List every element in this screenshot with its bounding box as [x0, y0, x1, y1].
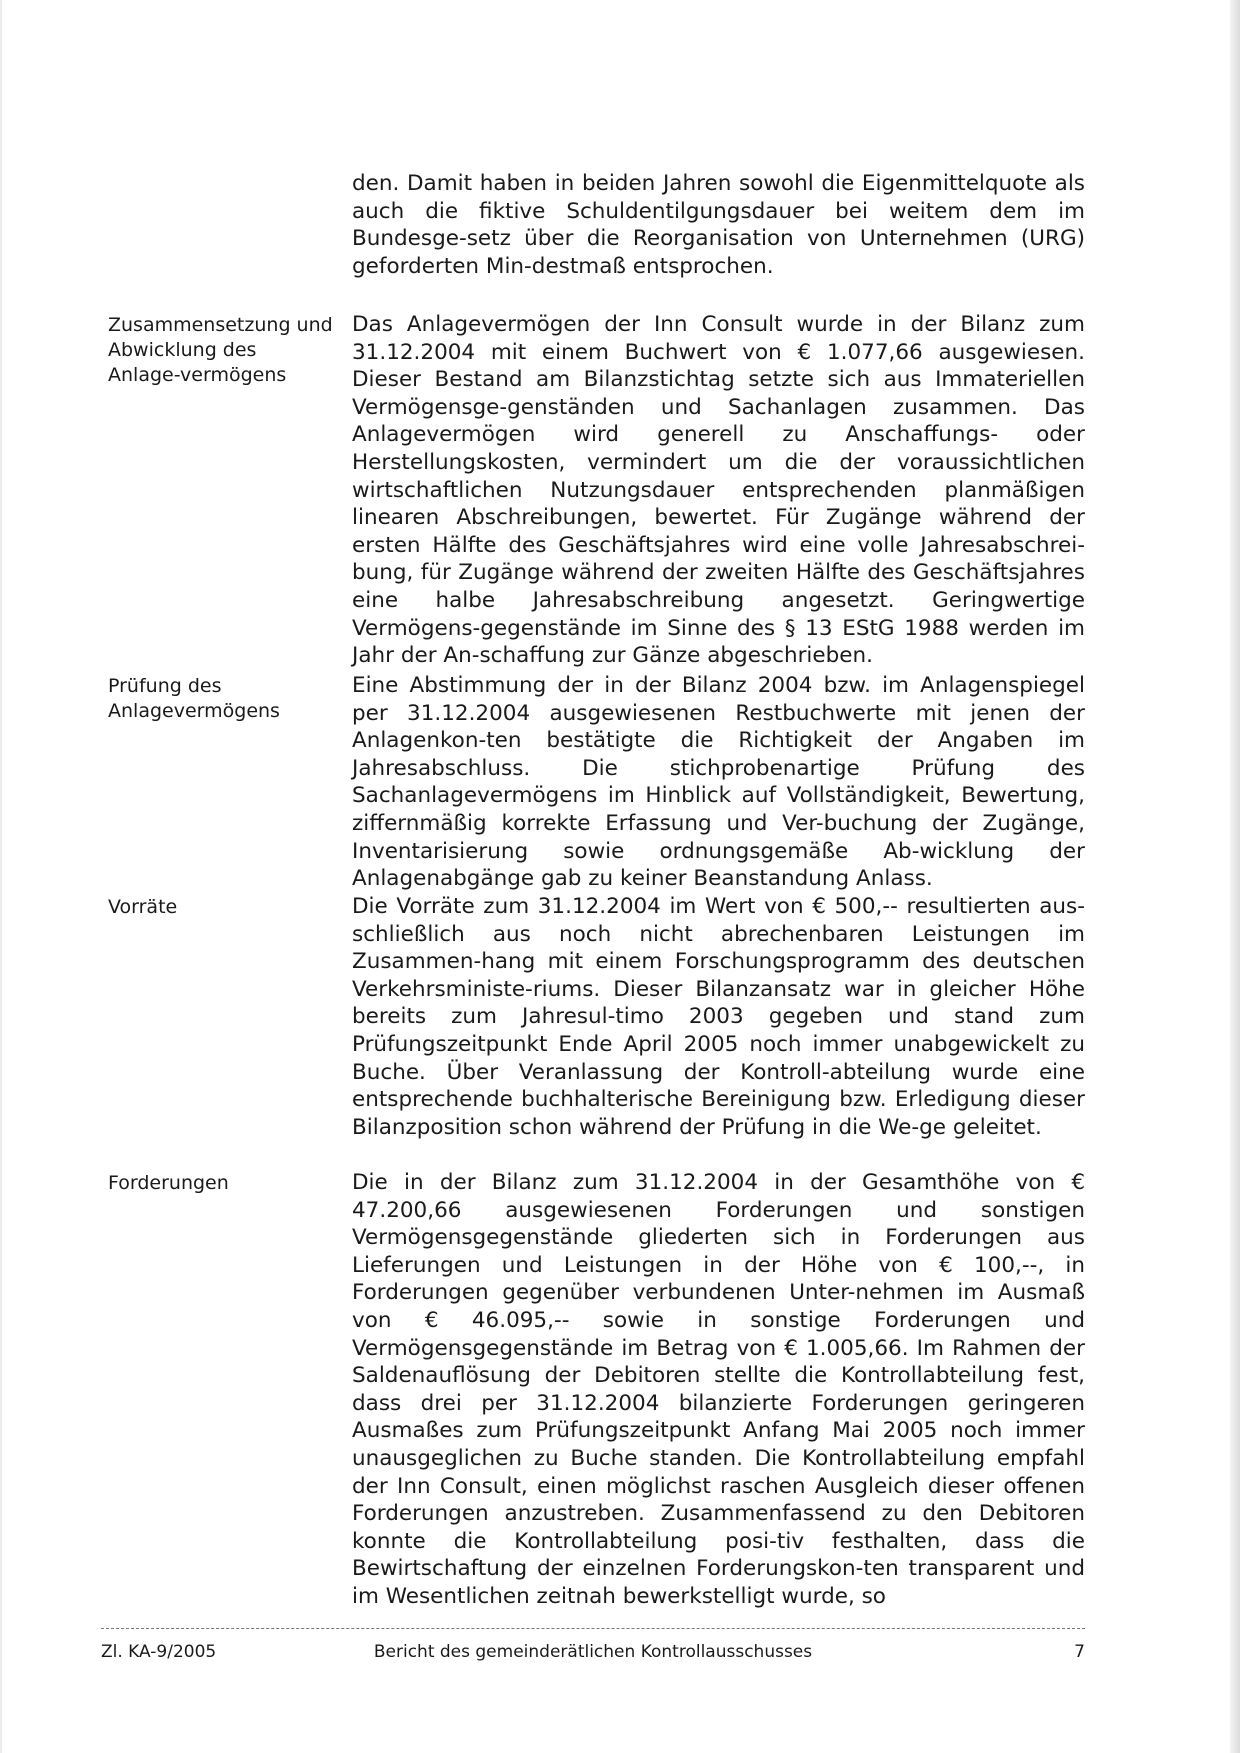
footer-report-title: Bericht des gemeinderätlichen Kontrollausschusses [373, 1642, 813, 1662]
scan-edge-left [0, 0, 2, 1753]
paragraph-intro-continuation: den. Damit haben in beiden Jahren sowohl die Eigenmittelquote als auch die fiktive Schuldentilgungsdauer bei weitem dem im Bundesge-setz über die Reorganisation von Unternehmen (URG) geforderten Min-destmaß entsprochen. [352, 171, 1085, 279]
page-footer [101, 1640, 1085, 1664]
scan-edge-right [1230, 0, 1240, 1753]
paragraph-vorraete: Die Vorräte zum 31.12.2004 im Wert von € 500,-- resultierten aus-schließlich aus noch nicht abrechenbaren Leistungen im Zusammen-hang mit einem Forschungsprogramm des deutschen Verkehrsministe-riums. Dieser Bilanzansatz war in gleicher Höhe bereits zum Jahresul-timo 2003 gegeben und stand zum Prüfungszeitpunkt Ende April 2005 noch immer unabgewickelt zu Buche. Über Veranlassung der Kontroll-abteilung wurde eine entsprechende buchhalterische Bereinigung bzw. Erledigung dieser Bilanzposition schon während der Prüfung in die We-ge geleitet. [352, 894, 1085, 1140]
footer-page-number: 7 [1074, 1642, 1085, 1662]
paragraph-forderungen: Die in der Bilanz zum 31.12.2004 in der Gesamthöhe von € 47.200,66 ausgewiesenen Forderungen und sonstigen Vermögensgegenstände gliederten sich in Forderungen aus Lieferungen und Leistungen in der Höhe von € 100,--, in Forderungen gegenüber verbundenen Unter-nehmen im Ausmaß von € 46.095,-- sowie in sonstige Forderungen und Vermögensgegenstände im Betrag von € 1.005,66. Im Rahmen der Saldenauflösung der Debitoren stellte die Kontrollabteilung fest, dass drei per 31.12.2004 bilanzierte Forderungen geringeren Ausmaßes zum Prüfungszeitpunkt Anfang Mai 2005 noch immer unausgeglichen zu Buche standen. Die Kontrollabteilung empfahl der Inn Consult, einen möglichst raschen Ausgleich dieser offenen Forderungen anzustreben. Zusammenfassend zu den Debitoren konnte die Kontrollabteilung posi-tiv festhalten, dass die Bewirtschaftung der einzelnen Forderungskon-ten transparent und im Wesentlichen zeitnah bewerkstelligt wurde, so [352, 1170, 1085, 1609]
side-label-vorraete: Vorräte [108, 896, 178, 918]
side-label-forderungen: Forderungen [108, 1172, 229, 1194]
footer-reference: Zl. KA-9/2005 [101, 1642, 217, 1662]
side-label-zusammensetzung: Zusammensetzung und Abwicklung des Anlage-vermögens [108, 314, 333, 386]
paragraph-pruefung: Eine Abstimmung der in der Bilanz 2004 bzw. im Anlagenspiegel per 31.12.2004 ausgewiesenen Restbuchwerte mit jenen der Anlagenkon-ten bestätigte die Richtigkeit der Angaben im Jahresabschluss. Die stichprobenartige Prüfung des Sachanlagevermögens im Hinblick auf Vollständigkeit, Bewertung, ziffernmäßig korrekte Erfassung und Ver-buchung der Zugänge, Inventarisierung sowie ordnungsgemäße Ab-wicklung der Anlagenabgänge gab zu keiner Beanstandung Anlass. [352, 673, 1085, 892]
side-label-pruefung: Prüfung des Anlagevermögens [108, 675, 280, 722]
footer-divider [101, 1628, 1085, 1629]
paragraph-zusammensetzung: Das Anlagevermögen der Inn Consult wurde in der Bilanz zum 31.12.2004 mit einem Buchwert von € 1.077,66 ausgewiesen. Dieser Bestand am Bilanzstichtag setzte sich aus Immateriellen Vermögensge-genständen und Sachanlagen zusammen. Das Anlagevermögen wird generell zu Anschaffungs- oder Herstellungskosten, vermindert um die der voraussichtlichen wirtschaftlichen Nutzungsdauer entsprechenden planmäßigen linearen Abschreibungen, bewertet. Für Zugänge während der ersten Hälfte des Geschäftsjahres wird eine volle Jahresabschrei-bung, für Zugänge während der zweiten Hälfte des Geschäftsjahres eine halbe Jahresabschreibung angesetzt. Geringwertige Vermögens-gegenstände im Sinne des § 13 EStG 1988 werden im Jahr der An-schaffung zur Gänze abgeschrieben. [352, 312, 1085, 669]
